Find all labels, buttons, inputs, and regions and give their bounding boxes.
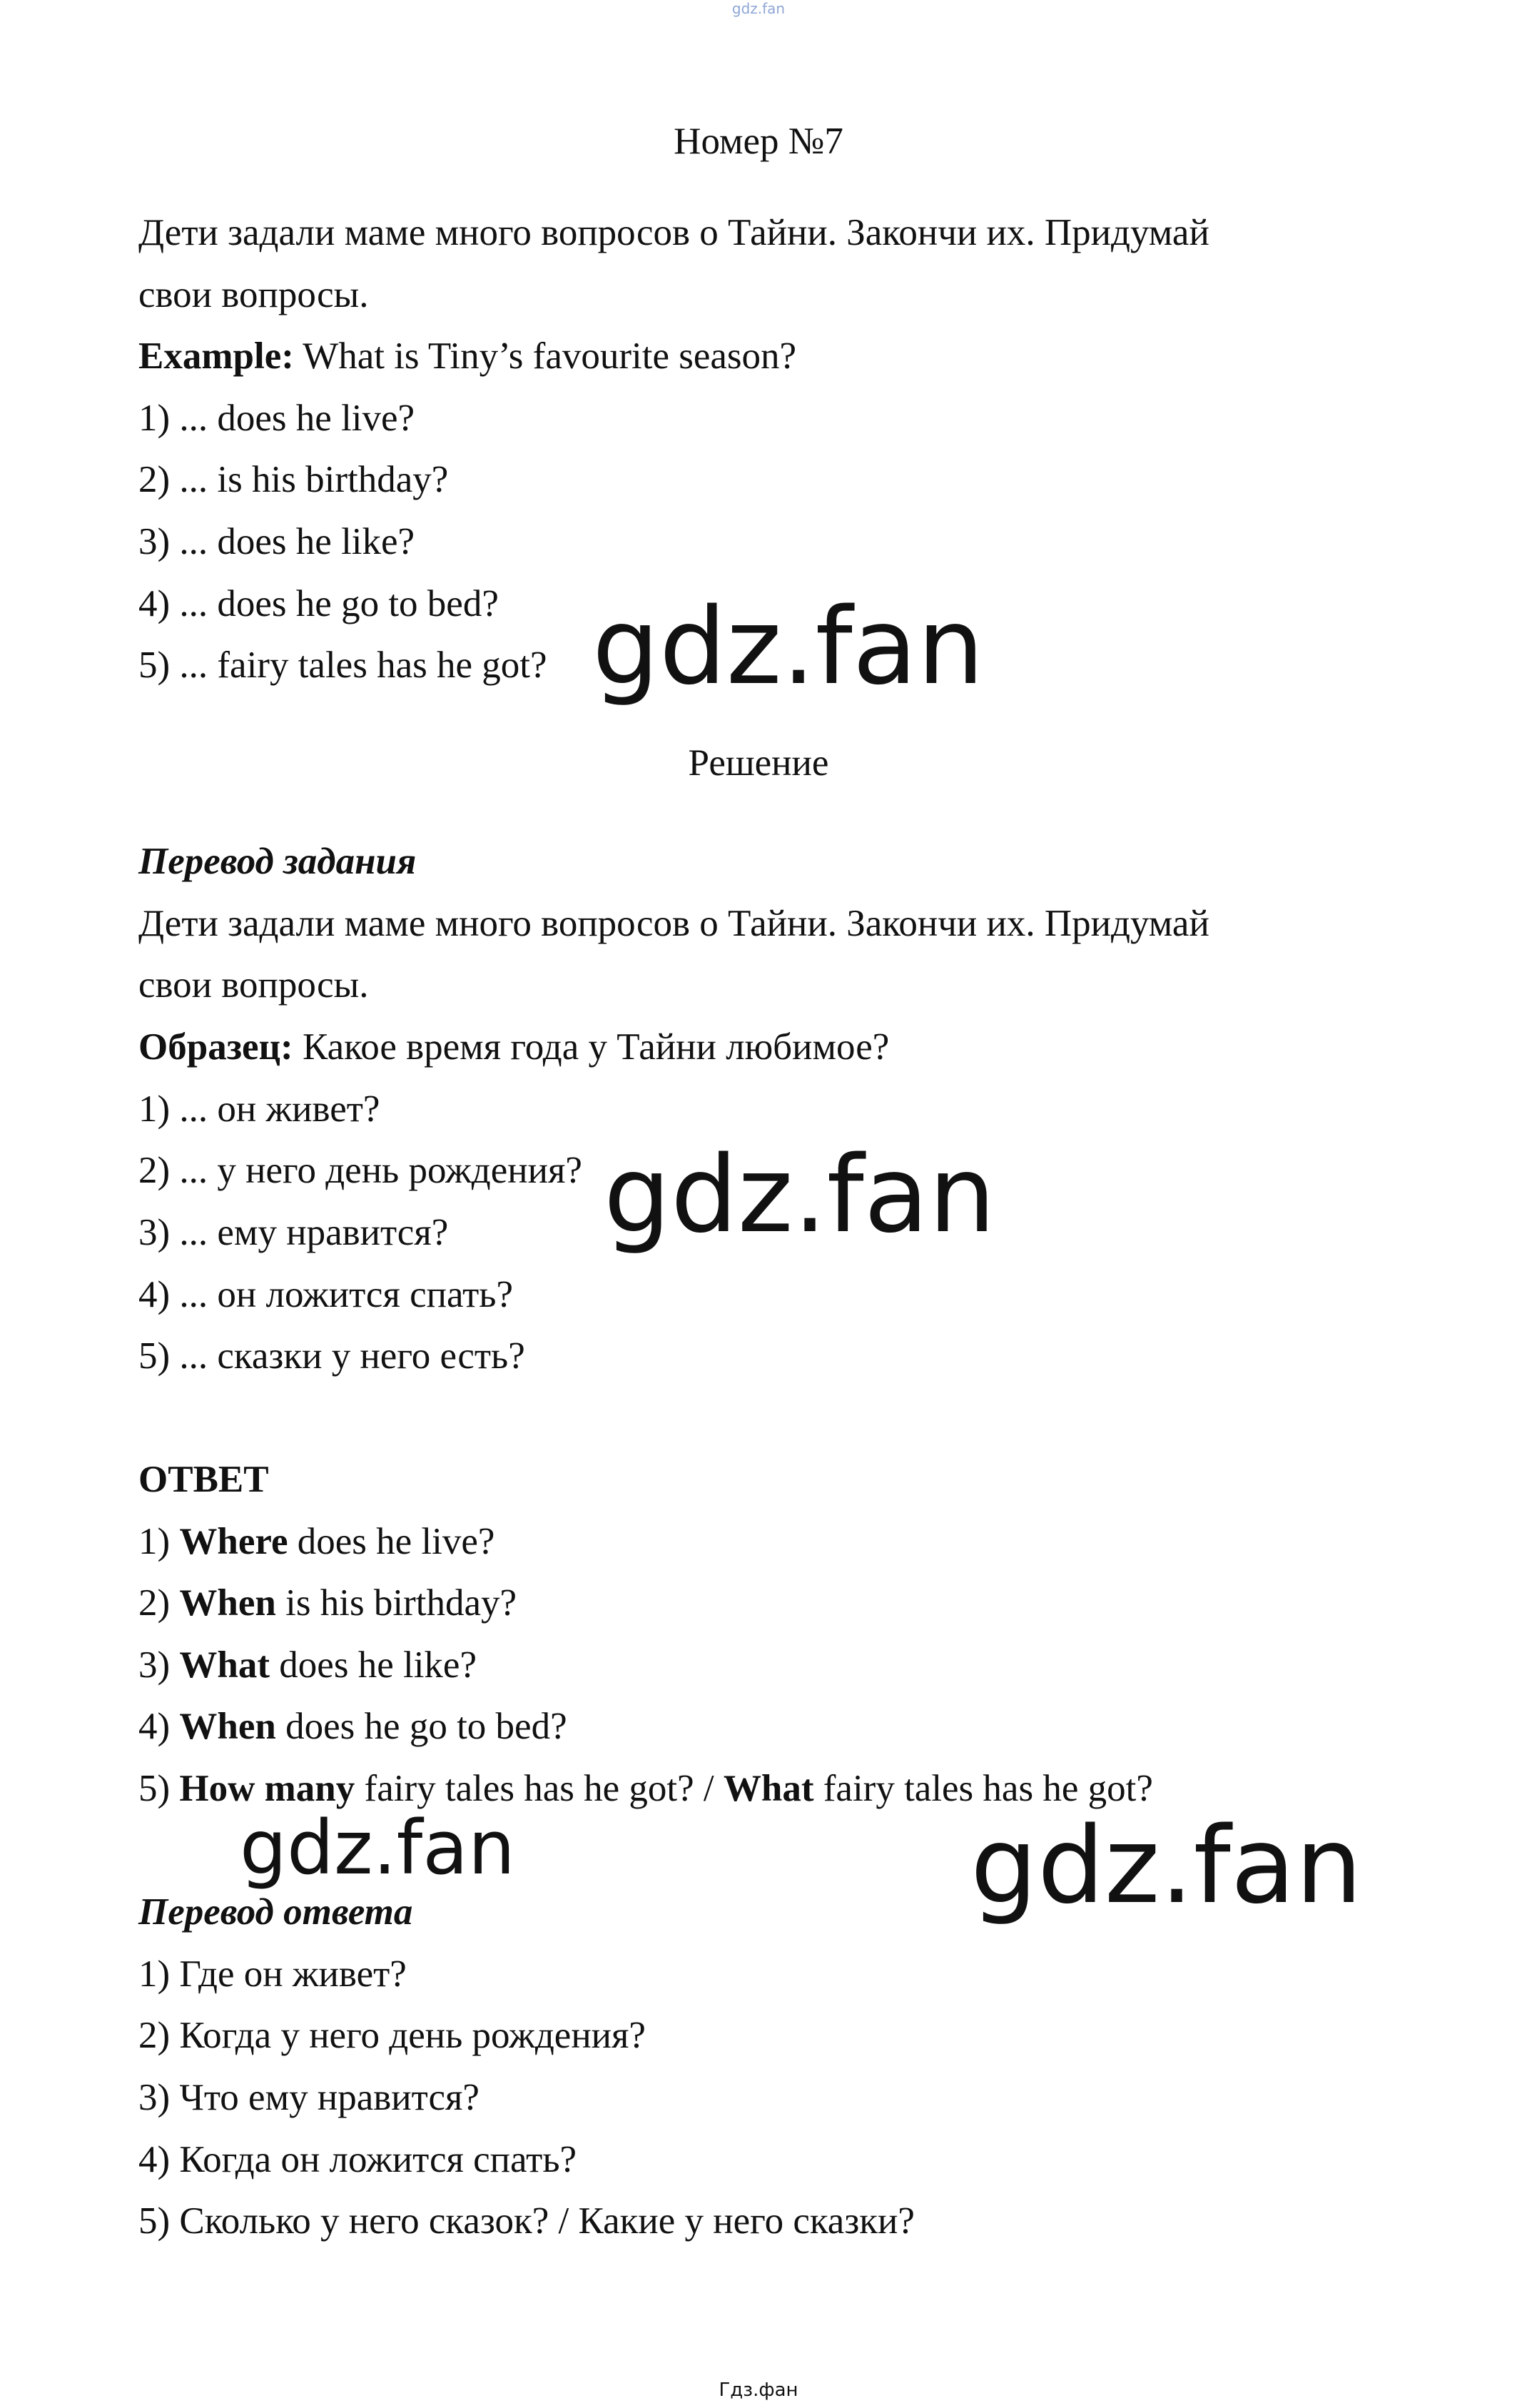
header-watermark: gdz.fan <box>731 0 786 17</box>
translation-example-label: Образец: <box>138 1026 293 1068</box>
answer-rest: is his birthday? <box>275 1582 517 1624</box>
translation-example <box>138 1024 889 1070</box>
answer-num: 5) <box>138 1768 180 1809</box>
task-item-1: 1) ... does he live? <box>138 398 415 439</box>
translation-heading: Перевод задания <box>138 841 417 882</box>
answer-translation-item-1: 1) Где он живет? <box>138 1953 407 1995</box>
answer-num: 4) <box>138 1706 180 1747</box>
translation-item-1: 1) ... он живет? <box>138 1088 380 1130</box>
task-item-2: 2) ... is his birthday? <box>138 459 449 500</box>
task-item-4: 4) ... does he go to bed? <box>138 583 499 624</box>
answer-word-2: What <box>723 1768 814 1809</box>
example-label: Example: <box>138 335 294 377</box>
watermark-3: gdz.fan <box>240 1804 515 1891</box>
answer-item-2 <box>138 1580 517 1626</box>
footer-watermark: Гдз.фан <box>719 2379 798 2401</box>
answer-translation-heading: Перевод ответа <box>138 1891 413 1933</box>
answer-rest: does he like? <box>270 1644 477 1686</box>
answer-rest-2: fairy tales has he got? <box>813 1768 1153 1809</box>
answer-item-1 <box>138 1519 494 1564</box>
answer-word: Where <box>179 1521 288 1562</box>
translation-item-5: 5) ... сказки у него есть? <box>138 1335 525 1377</box>
task-line-1: Дети задали маме много вопросов о Тайни. Закончи их. Придумай <box>138 212 1209 253</box>
answer-rest: does he live? <box>288 1521 495 1562</box>
translation-line-2: свои вопросы. <box>138 964 369 1006</box>
translation-item-2: 2) ... у него день рождения? <box>138 1150 582 1191</box>
translation-line-1: Дети задали маме много вопросов о Тайни. Закончи их. Придумай <box>138 903 1209 944</box>
solution-heading: Решение <box>688 742 829 784</box>
answer-heading: ОТВЕТ <box>138 1459 269 1500</box>
answer-translation-item-2: 2) Когда у него день рождения? <box>138 2015 646 2056</box>
watermark-4: gdz.fan <box>970 1804 1363 1927</box>
page-title: Номер №7 <box>674 121 843 162</box>
answer-item-3 <box>138 1642 477 1688</box>
answer-word: When <box>179 1582 276 1624</box>
translation-example-text: Какое время года у Тайни любимое? <box>293 1026 890 1068</box>
watermark-2: gdz.fan <box>604 1133 996 1256</box>
example-text: What is Tiny’s favourite season? <box>293 335 797 377</box>
answer-num: 3) <box>138 1644 180 1686</box>
answer-word: When <box>179 1706 276 1747</box>
watermark-1: gdz.fan <box>592 585 985 708</box>
answer-rest: does he go to bed? <box>275 1706 567 1747</box>
answer-translation-item-4: 4) Когда он ложится спать? <box>138 2139 577 2180</box>
answer-item-4 <box>138 1704 567 1749</box>
answer-word: How many <box>179 1768 355 1809</box>
translation-item-3: 3) ... ему нравится? <box>138 1212 449 1253</box>
answer-translation-item-3: 3) Что ему нравится? <box>138 2077 480 2118</box>
answer-word: What <box>179 1644 270 1686</box>
answer-rest: fairy tales has he got? / <box>355 1768 724 1809</box>
answer-translation-item-5: 5) Сколько у него сказок? / Какие у него сказки? <box>138 2200 915 2242</box>
task-example <box>138 333 796 379</box>
task-line-2: свои вопросы. <box>138 274 369 315</box>
answer-num: 2) <box>138 1582 180 1624</box>
task-item-5: 5) ... fairy tales has he got? <box>138 644 547 686</box>
translation-item-4: 4) ... он ложится спать? <box>138 1274 513 1315</box>
answer-num: 1) <box>138 1521 180 1562</box>
task-item-3: 3) ... does he like? <box>138 521 415 562</box>
